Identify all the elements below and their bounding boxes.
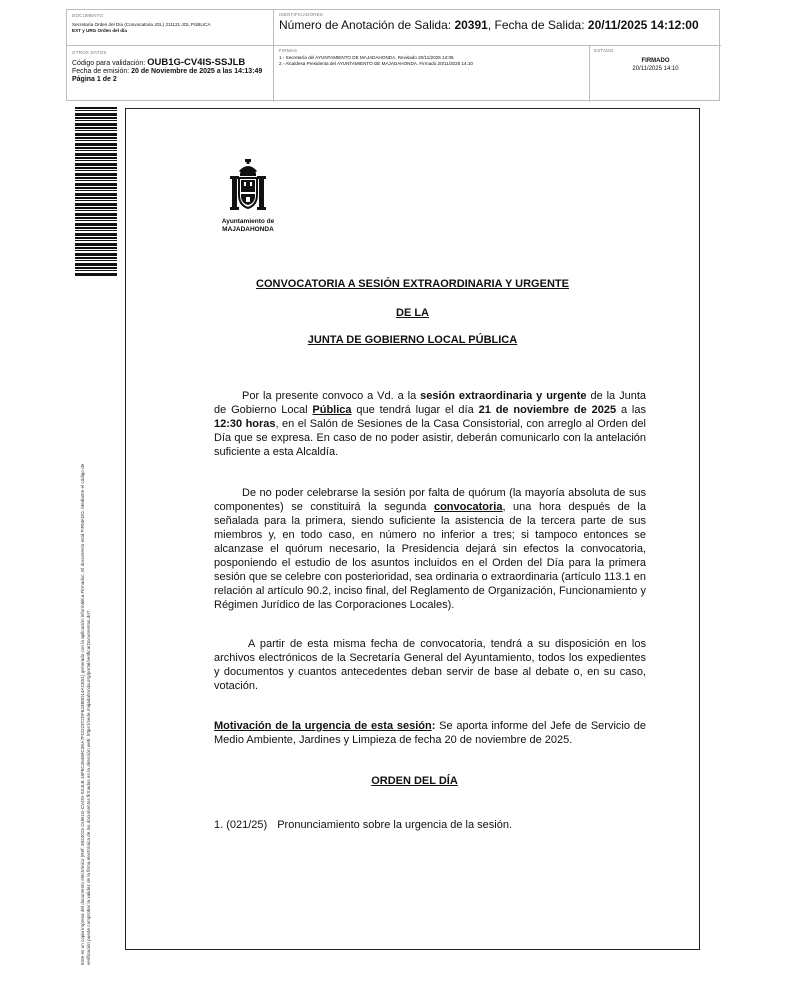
orden-del-dia-title: ORDEN DEL DÍA — [371, 775, 458, 787]
fecha-emision-value: 20 de Noviembre de 2025 a las 14:13:49 — [131, 68, 263, 75]
motivacion-text: Se aporta informe del Jefe de Servicio de Medio Ambiente, Jardines y Limpieza de fecha 20 de noviembre de 2025. — [214, 720, 646, 746]
logo-line1: Ayuntamiento de — [221, 218, 275, 225]
p1-text: a las — [616, 404, 646, 416]
p2-text: , una hora después de la señalada para la primera, siendo suficiente la asistencia de la tercera parte de sus miembros y, en todo caso, en número no inferior a tres; si tampoco entonces se alcanzase el quórum necesario, la Presidencia dejará sin efectos la convocatoria, posponiendo el estudio de los asuntos incluidos en el Orden del Día para la primera sesión que se celebre con posterioridad, sea ordinaria o extraordinaria (artículo 113.1 en relación al artículo 90.2, inciso final, del Reglamento de Organización, Funcionamiento y Régimen Jurídico de las Corporaciones Locales). — [214, 501, 646, 611]
coat-of-arms-icon — [226, 159, 270, 211]
p1-text: , en el Salón de Sesiones de la Casa Consistorial, con arreglo al Orden del Día que se expresa. En caso de no poder asistir, deberán comunicarlo con la antelación suficiente a esta Alcaldía. — [214, 418, 646, 458]
paragraph-motivacion — [214, 719, 646, 747]
firma-item: 1.- Secretaría del AYUNTAMIENTO DE MAJADAHONDA. Revisado 20/11/2025 14:05 — [279, 55, 454, 60]
otros-datos-cell — [67, 46, 274, 102]
document-metadata-table — [66, 9, 720, 101]
orden-item-num: 1. (021/25) — [214, 819, 268, 831]
firma-item: 2.- Alcaldesa Presidenta del AYUNTAMIENTO DE MAJADAHONDA. Firmado 20/11/2025 14:10 — [279, 61, 473, 66]
estado-value-block — [594, 57, 717, 73]
documento-line2: EXT y URG Orden del día — [72, 28, 127, 33]
estado-cell — [590, 46, 721, 102]
logo-caption — [214, 218, 282, 234]
p1-publica: Pública — [312, 404, 352, 416]
paragraph-convocatoria — [214, 389, 646, 459]
firmas-cell — [274, 46, 590, 102]
verification-margin — [80, 300, 98, 965]
motivacion-label: Motivación de la urgencia de esta sesión — [214, 720, 432, 732]
barcode-icon — [75, 107, 117, 277]
estado-label: ESTADO — [594, 48, 614, 53]
orden-item — [214, 818, 646, 832]
documento-cell — [67, 10, 274, 46]
document-page — [125, 108, 700, 950]
codigo-label: Código para validación: — [72, 60, 148, 67]
title-junta: JUNTA DE GOBIERNO LOCAL PÚBLICA — [307, 334, 518, 346]
fecha-emision — [72, 68, 268, 76]
anotacion-prefix: Número de Anotación de Salida: — [279, 18, 455, 32]
verification-text — [80, 300, 92, 965]
orden-item-text: Pronunciamiento sobre la urgencia de la sesión. — [277, 819, 513, 831]
title-de-la: DE LA — [396, 307, 429, 319]
p1-fecha: 21 de noviembre de 2025 — [478, 404, 617, 416]
p2-text: De no poder celebrarse la sesión por falta de quórum (la mayoría absoluta de sus componentes) se constituirá la segunda — [214, 487, 646, 513]
anotacion-numero: 20391 — [454, 18, 488, 32]
title-convocatoria: CONVOCATORIA A SESIÓN EXTRAORDINARIA Y URGENTE — [256, 278, 569, 290]
firmas-label: FIRMAS — [279, 48, 298, 53]
otros-datos-label: OTROS DATOS — [72, 50, 107, 55]
motivacion-colon: : — [431, 720, 436, 732]
codigo-value: OUB1G-CV4IS-SSJLB — [147, 57, 246, 68]
anotacion-salida — [279, 18, 716, 32]
paragraph-quorum — [214, 486, 646, 612]
pagina: Página 1 de 2 — [72, 76, 117, 83]
logo — [214, 159, 282, 234]
p1-hora: 12:30 horas — [214, 418, 276, 430]
estado-date: 20/11/2025 14:10 — [632, 66, 679, 72]
anotacion-fecha: 20/11/2025 14:12:00 — [587, 18, 699, 32]
documento-label: DOCUMENTO — [72, 13, 104, 18]
p2-convocatoria: convocatoria — [433, 501, 503, 513]
anotacion-middle: , Fecha de Salida: — [487, 18, 588, 32]
fecha-emision-label: Fecha de emisión: — [72, 68, 132, 75]
estado-value: FIRMADO — [641, 58, 670, 64]
verification-line1: Este es un copia impresa del documento electrónico (Ref: 3924015 OUB1G-CV4IS-SSJLB 18F6C45489C3EA7FCD2372DF623B0D14ACE51) generado con la aplicación informática Firmadoc. El documento está FIRMADO. Mediante el código de — [80, 463, 85, 965]
identificadores-label: IDENTIFICADORES — [279, 12, 324, 17]
logo-line2: MAJADAHONDA — [222, 226, 274, 233]
documento-line1: Secretaría Orden del Día (Convocatoria JGL) 211121 JGL PÚBLICA — [72, 22, 211, 27]
p1-bold-sesion: sesión extraordinaria y urgente — [420, 390, 587, 402]
p1-text: Por la presente convoco a Vd. a la — [242, 390, 421, 402]
verification-line2: verificación puede comprobar la validez de la firma electrónica de los documentos firmados en la dirección web: https://sede.majadahonda.org/portal/verificarDocumentos.do? — [86, 610, 91, 965]
codigo-validacion — [72, 59, 268, 68]
p1-text: de la Junta de Gobierno Local — [214, 390, 646, 416]
p1-text: que tendrá lugar el día — [351, 404, 479, 416]
paragraph-disposicion: A partir de esta misma fecha de convocatoria, tendrá a su disposición en los archivos electrónicos de la Secretaría General del Ayuntamiento, todos los expedientes y documentos y cuantos antecedentes deban servir de base al debate o, en su caso, votación. — [214, 638, 646, 692]
identificadores-cell — [274, 10, 721, 46]
